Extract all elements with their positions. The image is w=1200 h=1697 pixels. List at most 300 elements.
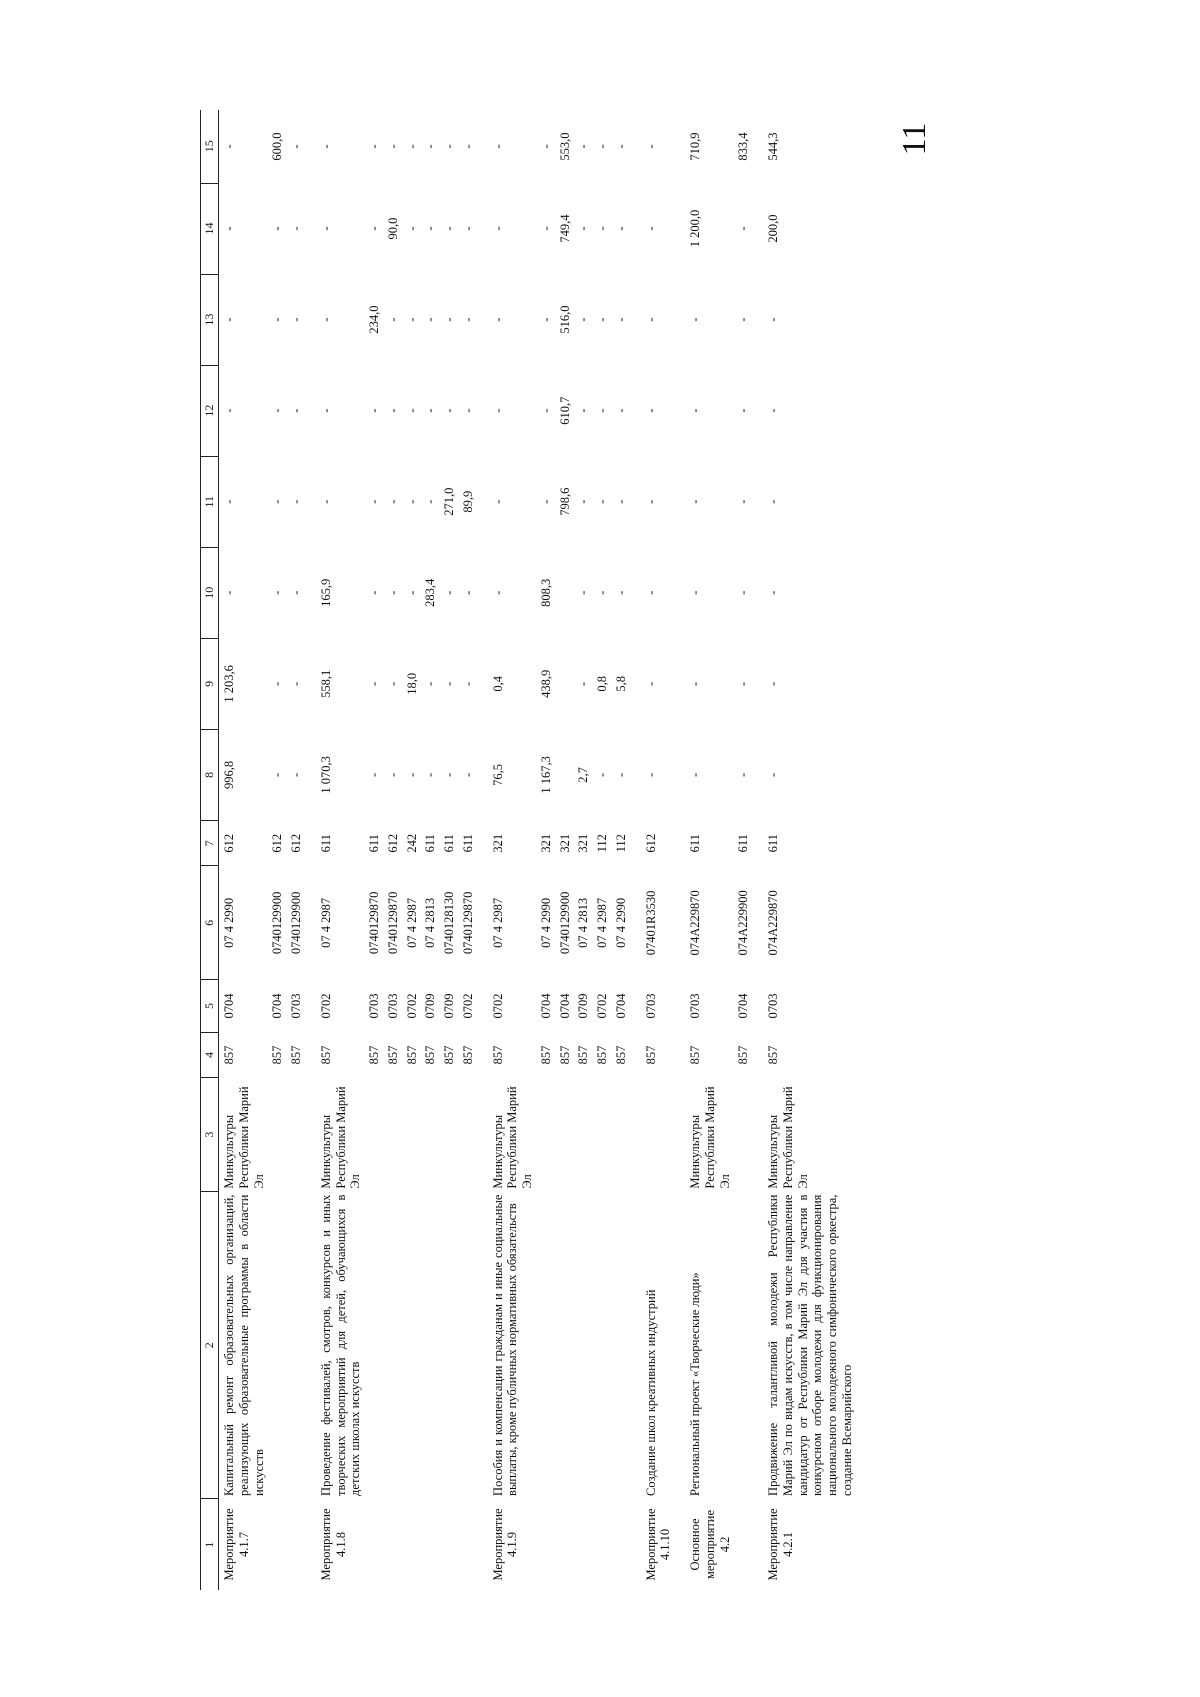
description-cell: [555, 1192, 574, 1499]
value-cell: 749,4: [557, 214, 572, 243]
executor-cell: [592, 1078, 611, 1192]
col-header: 1: [201, 1499, 219, 1590]
expense-type-cell: 112: [613, 834, 628, 853]
value-cell: -: [423, 408, 438, 413]
value-cell: 544,3: [766, 132, 780, 161]
value-cell: -: [736, 317, 751, 322]
grbs-cell: 857: [643, 1045, 658, 1065]
value-cell: -: [289, 226, 303, 231]
value-cell: -: [460, 590, 475, 595]
value-cell: -: [404, 144, 419, 149]
value-cell: -: [490, 590, 505, 595]
table-row: [733, 110, 752, 1590]
value-cell: -: [766, 681, 780, 686]
value-cell: -: [595, 226, 609, 231]
value-cell: -: [222, 144, 236, 149]
col-header: 11: [201, 456, 219, 547]
value-cell: -: [270, 590, 285, 595]
col-header: 13: [201, 274, 219, 365]
grbs-cell: 857: [385, 1045, 400, 1065]
table-body: [219, 110, 856, 1590]
expense-type-cell: 112: [595, 834, 609, 853]
event-cell: Мероприятие 4.2.1: [766, 1508, 795, 1581]
value-cell: -: [442, 317, 456, 322]
value-cell: -: [766, 317, 780, 322]
executor-cell: Минкультуры Республики Марий Эл: [318, 1086, 363, 1189]
grbs-cell: 857: [289, 1045, 303, 1065]
value-cell: 18,0: [404, 672, 419, 695]
target-article-cell: 07 4 2990: [538, 897, 553, 948]
value-cell: -: [538, 499, 553, 504]
value-cell: -: [460, 226, 475, 231]
expense-type-cell: 611: [688, 834, 702, 853]
value-cell: -: [367, 408, 381, 413]
target-article-cell: 07 4 2987: [595, 897, 609, 948]
executor-cell: Минкультуры Республики Марий Эл: [688, 1086, 732, 1189]
target-article-cell: 0740129870: [367, 891, 381, 955]
section-cell: 0704: [557, 993, 572, 1019]
expense-type-cell: 611: [318, 834, 333, 853]
description-cell: [573, 1192, 592, 1499]
event-cell: [611, 1499, 630, 1590]
value-cell: -: [270, 772, 285, 778]
col-header: 5: [201, 980, 219, 1032]
executor-cell: [733, 1078, 752, 1192]
col-header: 14: [201, 183, 219, 274]
value-cell: -: [595, 408, 609, 413]
executor-cell: [364, 1078, 383, 1192]
value-cell: 710,9: [688, 132, 702, 161]
section-cell: 0703: [367, 993, 381, 1019]
value-cell: 89,9: [460, 490, 475, 513]
value-cell: -: [595, 144, 609, 149]
value-cell: -: [538, 317, 553, 322]
grbs-cell: 857: [595, 1045, 609, 1065]
expense-type-cell: 612: [270, 833, 285, 853]
value-cell: -: [538, 144, 553, 149]
value-cell: -: [318, 499, 333, 504]
expense-type-cell: 611: [423, 834, 438, 853]
value-cell: -: [688, 408, 702, 413]
value-cell: -: [613, 226, 628, 231]
description-cell: Региональный проект «Творческие люди»: [688, 1272, 702, 1496]
value-cell: 234,0: [367, 305, 381, 334]
value-cell: -: [367, 772, 381, 778]
grbs-cell: 857: [557, 1045, 572, 1065]
table-row: [364, 110, 383, 1590]
value-cell: -: [576, 317, 591, 322]
expense-type-cell: 612: [385, 833, 400, 853]
grbs-cell: 857: [318, 1045, 333, 1065]
table-row: [267, 110, 286, 1590]
value-cell: -: [423, 144, 438, 149]
grbs-cell: 857: [404, 1045, 419, 1065]
value-cell: -: [385, 317, 400, 322]
value-cell: -: [595, 772, 609, 778]
value-cell: -: [442, 226, 456, 231]
expense-type-cell: 612: [643, 833, 658, 853]
expense-type-cell: 611: [367, 834, 381, 853]
event-cell: [458, 1499, 477, 1590]
value-cell: 558,1: [318, 669, 333, 698]
value-cell: -: [404, 408, 419, 413]
executor-cell: [439, 1078, 458, 1192]
section-cell: 0703: [385, 993, 400, 1019]
value-cell: 2,7: [576, 767, 591, 783]
section-cell: 0704: [270, 993, 285, 1019]
value-cell: -: [766, 499, 780, 504]
value-cell: 1 200,0: [688, 209, 702, 248]
value-cell: [555, 729, 574, 820]
col-header: 7: [201, 820, 219, 866]
section-cell: 0703: [766, 993, 780, 1019]
executor-cell: Минкультуры Республики Марий Эл: [490, 1086, 534, 1189]
value-cell: 165,9: [318, 578, 333, 607]
value-cell: -: [688, 590, 702, 595]
value-cell: -: [385, 408, 400, 413]
value-cell: -: [576, 590, 591, 595]
executor-cell: Минкультуры Республики Марий Эл: [222, 1086, 266, 1189]
value-cell: -: [576, 226, 591, 231]
target-article-cell: 07 4 2813: [423, 897, 438, 948]
value-cell: -: [643, 226, 658, 231]
col-header: 3: [201, 1078, 219, 1192]
budget-table: [200, 110, 856, 1590]
value-cell: -: [613, 772, 628, 778]
value-cell: -: [289, 772, 303, 778]
value-cell: -: [442, 772, 456, 778]
table-row: [477, 110, 536, 1590]
grbs-cell: 857: [423, 1045, 438, 1065]
value-cell: -: [404, 499, 419, 504]
value-cell: -: [490, 226, 505, 231]
table-row: [611, 110, 630, 1590]
value-cell: -: [688, 772, 702, 778]
value-cell: 90,0: [385, 217, 400, 240]
event-cell: [286, 1499, 305, 1590]
table-row: [305, 110, 364, 1590]
value-cell: -: [643, 408, 658, 413]
table-row: [555, 110, 574, 1590]
value-cell: -: [367, 590, 381, 595]
description-cell: [267, 1192, 286, 1499]
executor-cell: [420, 1078, 439, 1192]
expense-type-cell: 242: [404, 833, 419, 853]
description-cell: [420, 1192, 439, 1499]
value-cell: -: [490, 408, 505, 413]
target-article-cell: 074A229900: [736, 890, 751, 956]
value-cell: -: [460, 408, 475, 413]
event-cell: [439, 1499, 458, 1590]
executor-cell: [573, 1078, 592, 1192]
table-row: [402, 110, 421, 1590]
expense-type-cell: 612: [222, 833, 236, 853]
col-header: 12: [201, 365, 219, 456]
value-cell: -: [222, 408, 236, 413]
grbs-cell: 857: [442, 1045, 456, 1065]
expense-type-cell: 321: [576, 833, 591, 853]
value-cell: -: [613, 499, 628, 504]
grbs-cell: 857: [766, 1045, 780, 1065]
col-header: 10: [201, 547, 219, 638]
value-cell: -: [289, 408, 303, 413]
value-cell: -: [736, 226, 751, 231]
event-cell: [555, 1499, 574, 1590]
expense-type-cell: 321: [557, 833, 572, 853]
value-cell: -: [270, 317, 285, 322]
executor-cell: [286, 1078, 305, 1192]
executor-cell: [402, 1078, 421, 1192]
value-cell: -: [613, 590, 628, 595]
description-cell: [364, 1192, 383, 1499]
rotated-table-container: [200, 110, 870, 1590]
expense-type-cell: 611: [766, 834, 780, 853]
grbs-cell: 857: [490, 1045, 505, 1065]
value-cell: -: [460, 317, 475, 322]
col-header: 2: [201, 1192, 219, 1499]
value-cell: -: [736, 772, 751, 778]
value-cell: -: [688, 317, 702, 322]
section-cell: 0702: [460, 993, 475, 1019]
value-cell: 76,5: [490, 763, 505, 786]
event-cell: [733, 1499, 752, 1590]
value-cell: -: [442, 408, 456, 413]
value-cell: 600,0: [270, 132, 285, 161]
value-cell: -: [613, 144, 628, 149]
event-cell: [536, 1499, 555, 1590]
value-cell: -: [318, 226, 333, 231]
expense-type-cell: 612: [289, 833, 303, 853]
value-cell: -: [613, 408, 628, 413]
description-cell: [592, 1192, 611, 1499]
value-cell: -: [736, 590, 751, 595]
target-article-cell: 0740128130: [442, 891, 456, 955]
value-cell: -: [576, 144, 591, 149]
event-cell: [402, 1499, 421, 1590]
event-cell: Основное мероприятие 4.2: [688, 1509, 732, 1579]
value-cell: -: [367, 499, 381, 504]
value-cell: -: [318, 408, 333, 413]
value-cell: -: [736, 408, 751, 413]
table-row: [536, 110, 555, 1590]
value-cell: 1 203,6: [222, 665, 236, 703]
value-cell: -: [404, 590, 419, 595]
value-cell: -: [442, 144, 456, 149]
target-article-cell: 0740129900: [289, 891, 303, 955]
event-cell: [364, 1499, 383, 1590]
value-cell: -: [576, 681, 591, 686]
section-cell: 0704: [222, 993, 236, 1019]
description-cell: Создание школ креативных индустрий: [643, 1289, 658, 1496]
value-cell: 0,4: [490, 676, 505, 692]
value-cell: -: [404, 226, 419, 231]
value-cell: -: [222, 499, 236, 504]
value-cell: [555, 547, 574, 638]
value-cell: -: [318, 317, 333, 322]
executor-cell: [536, 1078, 555, 1192]
value-cell: 200,0: [766, 214, 780, 243]
grbs-cell: 857: [576, 1045, 591, 1065]
value-cell: -: [643, 144, 658, 149]
value-cell: 1 070,3: [318, 756, 333, 794]
value-cell: -: [576, 408, 591, 413]
value-cell: 610,7: [557, 396, 572, 425]
grbs-cell: 857: [538, 1045, 553, 1065]
value-cell: -: [289, 590, 303, 595]
value-cell: 833,4: [736, 132, 751, 161]
table-row: [630, 110, 675, 1590]
target-article-cell: 0740129870: [460, 891, 475, 955]
section-cell: 0709: [423, 993, 438, 1019]
description-cell: [536, 1192, 555, 1499]
value-cell: -: [460, 144, 475, 149]
table-row: [573, 110, 592, 1590]
table-row: [383, 110, 402, 1590]
value-cell: 808,3: [538, 578, 553, 607]
expense-type-cell: 611: [736, 834, 751, 853]
value-cell: -: [367, 226, 381, 231]
value-cell: -: [688, 499, 702, 504]
expense-type-cell: 321: [490, 833, 505, 853]
column-number-row: [201, 110, 219, 1590]
event-cell: [383, 1499, 402, 1590]
value-cell: -: [766, 590, 780, 595]
table-row: [674, 110, 733, 1590]
section-cell: 0703: [643, 993, 658, 1019]
event-cell: Мероприятие 4.1.7: [222, 1508, 251, 1581]
value-cell: -: [442, 590, 456, 595]
section-cell: 0703: [688, 993, 702, 1019]
table-row: [219, 110, 268, 1590]
value-cell: -: [385, 681, 400, 686]
value-cell: -: [490, 144, 505, 149]
section-cell: 0702: [490, 993, 505, 1019]
section-cell: 0702: [595, 993, 609, 1019]
value-cell: 0,8: [595, 676, 609, 692]
grbs-cell: 857: [688, 1045, 702, 1065]
value-cell: -: [538, 226, 553, 231]
col-header: 8: [201, 729, 219, 820]
target-article-cell: 07 4 2813: [576, 897, 591, 948]
value-cell: -: [367, 681, 381, 686]
col-header: 15: [201, 110, 219, 183]
value-cell: -: [766, 772, 780, 778]
description-cell: Капитальный ремонт образовательных организаций, реализующих образовательные программы в области искусств: [222, 1194, 266, 1496]
value-cell: -: [442, 681, 456, 686]
value-cell: -: [385, 772, 400, 778]
executor-cell: [267, 1078, 286, 1192]
target-article-cell: 07 4 2987: [490, 897, 505, 948]
value-cell: -: [289, 499, 303, 504]
value-cell: -: [643, 590, 658, 595]
section-cell: 0709: [576, 993, 591, 1019]
col-header: 9: [201, 638, 219, 729]
value-cell: -: [460, 681, 475, 686]
table-row: [420, 110, 439, 1590]
value-cell: -: [289, 317, 303, 322]
value-cell: -: [385, 590, 400, 595]
value-cell: -: [613, 317, 628, 322]
target-article-cell: 0740129870: [385, 891, 400, 955]
expense-type-cell: 611: [442, 834, 456, 853]
event-cell: Мероприятие 4.1.10: [643, 1508, 673, 1581]
target-article-cell: 07 4 2987: [318, 897, 333, 948]
value-cell: -: [538, 408, 553, 413]
value-cell: -: [289, 681, 303, 686]
executor-cell: [555, 1078, 574, 1192]
value-cell: -: [643, 772, 658, 778]
value-cell: 798,6: [557, 487, 572, 516]
value-cell: -: [222, 590, 236, 595]
expense-type-cell: 611: [460, 834, 475, 853]
value-cell: -: [270, 499, 285, 504]
value-cell: -: [490, 317, 505, 322]
value-cell: -: [595, 499, 609, 504]
value-cell: -: [270, 408, 285, 413]
event-cell: [420, 1499, 439, 1590]
executor-cell: Минкультуры Республики Марий Эл: [766, 1086, 810, 1189]
value-cell: -: [423, 772, 438, 778]
table-row: [439, 110, 458, 1590]
event-cell: Мероприятие 4.1.8: [318, 1508, 348, 1581]
value-cell: [555, 638, 574, 729]
value-cell: 271,0: [442, 487, 456, 516]
value-cell: -: [318, 144, 333, 149]
value-cell: -: [423, 226, 438, 231]
value-cell: -: [367, 144, 381, 149]
value-cell: -: [736, 681, 751, 686]
table-row: [286, 110, 305, 1590]
section-cell: 0703: [289, 993, 303, 1019]
section-cell: 0704: [736, 993, 751, 1019]
value-cell: 5,8: [613, 676, 628, 692]
table-row: [592, 110, 611, 1590]
value-cell: -: [688, 681, 702, 686]
value-cell: -: [736, 499, 751, 504]
value-cell: 516,0: [557, 305, 572, 334]
value-cell: -: [404, 317, 419, 322]
grbs-cell: 857: [613, 1045, 628, 1065]
target-article-cell: 0740129900: [557, 891, 572, 955]
table-row: [752, 110, 856, 1590]
value-cell: -: [385, 144, 400, 149]
value-cell: 553,0: [557, 132, 572, 161]
expense-type-cell: 321: [538, 833, 553, 853]
section-cell: 0709: [442, 993, 456, 1019]
description-cell: [402, 1192, 421, 1499]
event-cell: Мероприятие 4.1.9: [490, 1508, 520, 1581]
target-article-cell: 07 4 2990: [222, 897, 236, 948]
value-cell: -: [423, 681, 438, 686]
value-cell: -: [595, 317, 609, 322]
executor-cell: [630, 1078, 675, 1192]
description-cell: [383, 1192, 402, 1499]
section-cell: 0702: [318, 993, 333, 1019]
event-cell: [267, 1499, 286, 1590]
col-header: 6: [201, 866, 219, 980]
value-cell: -: [289, 144, 303, 149]
col-header: 4: [201, 1032, 219, 1078]
value-cell: -: [222, 226, 236, 231]
section-cell: 0704: [613, 993, 628, 1019]
executor-cell: [458, 1078, 477, 1192]
description-cell: Пособия и компенсации гражданам и иные социальные выплаты, кроме публичных нормативных обязательств: [490, 1194, 520, 1496]
executor-cell: [383, 1078, 402, 1192]
target-article-cell: 0740129900: [270, 891, 285, 955]
value-cell: -: [404, 772, 419, 778]
page-number: 11: [896, 122, 933, 156]
grbs-cell: 857: [460, 1045, 475, 1065]
